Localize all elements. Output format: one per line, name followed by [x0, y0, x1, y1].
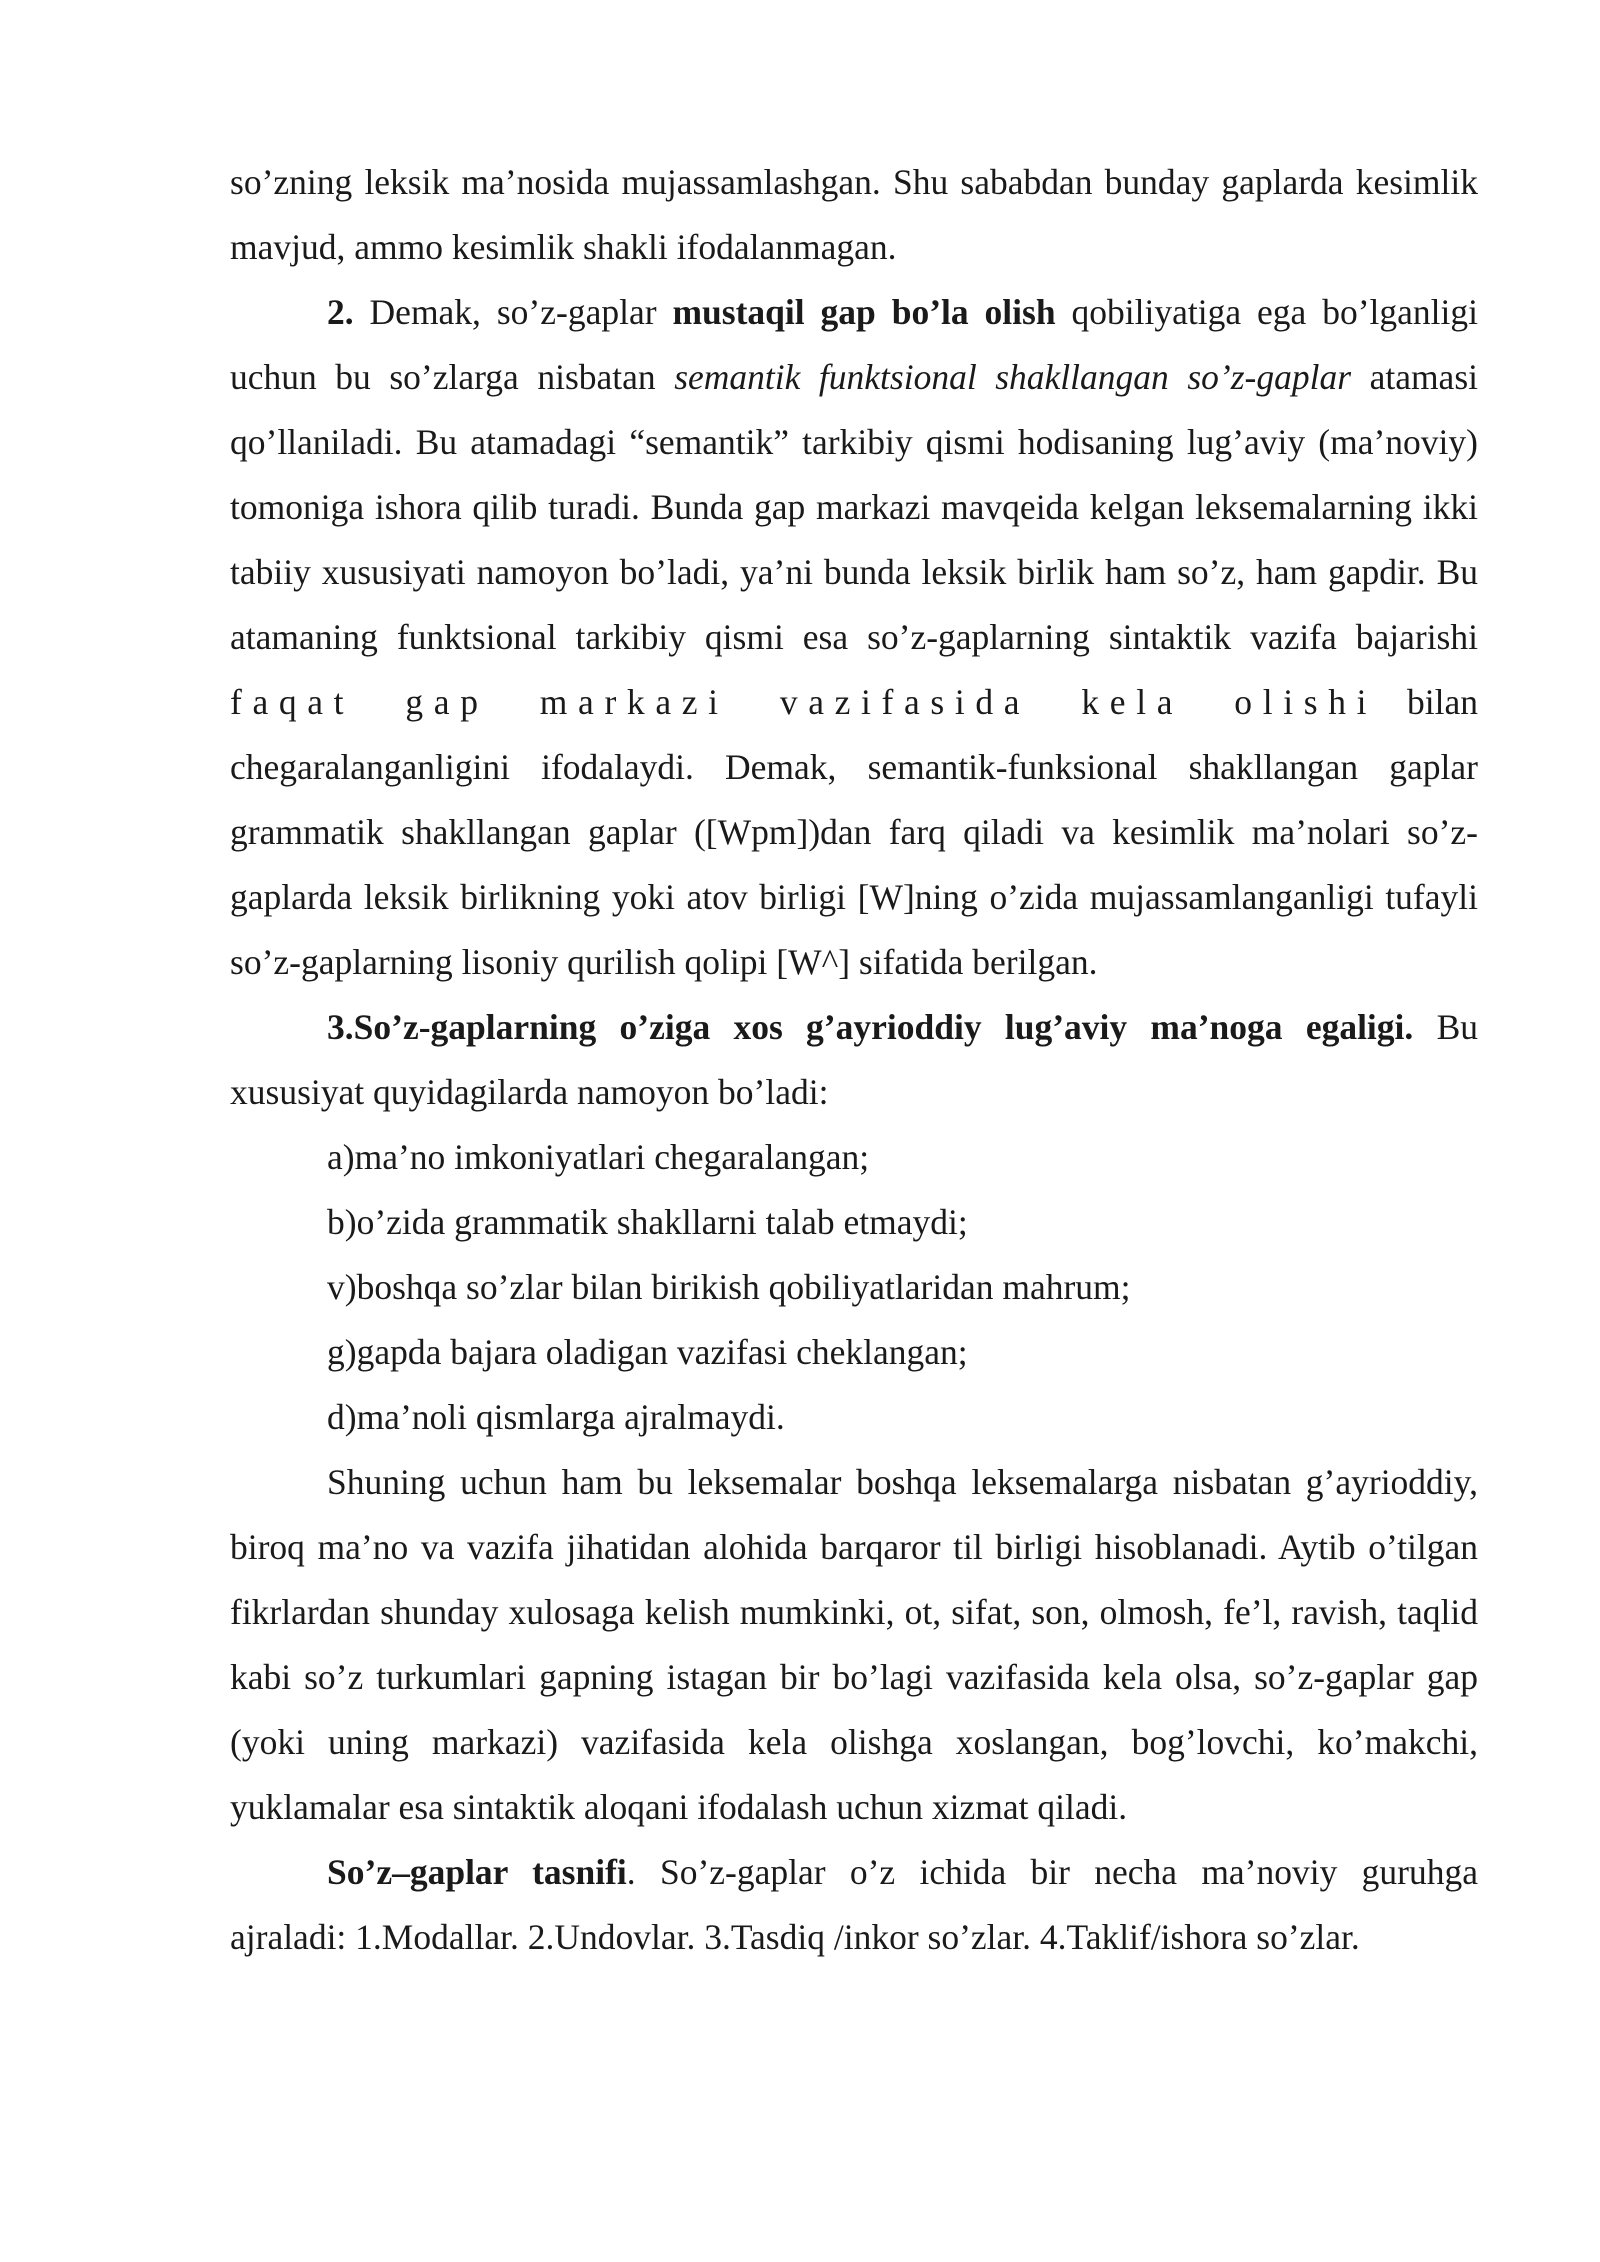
paragraph-2-spaced-phrase: faqat gap markazi vazifasida kela olish — [230, 682, 1357, 722]
paragraph-4-text: Shuning uchun ham bu leksemalar boshqa leksemalarga nisbatan g’ayrioddiy, biroq ma’no va vazifa jihatidan alohida barqaror til birligi hisoblanadi. Aytib o’tilgan fikrlardan shunday xulosaga kelish mumkinki, ot, sifat, son, olmosh, fe’l, ravish, taqlid kabi so’z turkumlari gapning istagan bir bo’lagi vazifasida kela olsa, so’z-gaplar gap (yoki uning markazi) vazifasida kela olishga xoslangan, bog’lovchi, ko’makchi, yuklamalar esa sintaktik aloqani ifodalash uchun xizmat qiladi. — [230, 1462, 1478, 1827]
paragraph-2-bold-term: mustaqil gap bo’la olish — [672, 292, 1056, 332]
paragraph-3-heading: 3.So’z-gaplarning o’ziga xos g’ayrioddiy lug’aviy ma’noga egaligi. — [327, 1007, 1414, 1047]
list-item: b)o’zida grammatik shakllarni talab etmaydi; — [327, 1202, 968, 1242]
list-item: g)gapda bajara oladigan vazifasi cheklangan; — [327, 1332, 968, 1372]
paragraph-2-text-b: qobiliyatiga ega bo’lganligi uchun bu so’zlarga nisbatan — [230, 292, 1478, 397]
paragraph-2-number: 2. — [327, 292, 354, 332]
paragraph-4 — [230, 1450, 1478, 1840]
paragraph-3 — [230, 995, 1478, 1125]
list-item: a)ma’no imkoniyatlari chegaralangan; — [327, 1137, 870, 1177]
list-item: v)boshqa so’zlar bilan birikish qobiliyatlaridan mahrum; — [327, 1267, 1131, 1307]
paragraph-2-text-c: atamasi qo’llaniladi. Bu atamadagi “semantik” tarkibiy qismi hodisaning lug’aviy (ma’noviy) tomoniga ishora qilib turadi. Bunda gap markazi mavqeida kelgan leksemalarning ikki tabiiy xususiyati namoyon bo’ladi, ya’ni bunda leksik birlik ham so’z, ham gapdir. Bu atamaning funktsional tarkibiy qismi esa so’z-gaplarning sintaktik vazifa bajarishi — [230, 357, 1478, 657]
list-item: d)ma’noli qismlarga ajralmaydi. — [327, 1397, 785, 1437]
paragraph-3-text: Bu xususiyat quyidagilarda namoyon bo’ladi: — [230, 1007, 1478, 1112]
paragraph-1-text: so’zning leksik ma’nosida mujassamlashgan. Shu sababdan bunday gaplarda kesimlik mavjud, ammo kesimlik shakli ifodalanmagan. — [230, 162, 1478, 267]
paragraph-2-italic-term: semantik funktsional shakllangan so’z-gaplar — [674, 357, 1352, 397]
paragraph-5 — [230, 1840, 1478, 1970]
paragraph-5-heading: So’z–gaplar tasnifi — [327, 1852, 627, 1892]
paragraph-1 — [230, 150, 1478, 280]
paragraph-2 — [230, 280, 1478, 995]
paragraph-2-text-d: i bilan chegaralanganligini ifodalaydi. Demak, semantik-funksional shakllangan gaplar grammatik shakllangan gaplar ([Wpm])dan farq qiladi va kesimlik ma’nolari so’z-gaplarda leksik birlikning yoki atov birligi [W]ning o’zida mujassamlanganligi tufayli so’z-gaplarning lisoniy qurilish qolipi [W^] sifatida berilgan. — [230, 682, 1478, 982]
property-list — [230, 1125, 1478, 1450]
paragraph-2-text-a: Demak, so’z-gaplar — [353, 292, 673, 332]
paragraph-5-text: . So’z-gaplar o’z ichida bir necha ma’noviy guruhga ajraladi: 1.Modallar. 2.Undovlar. 3.Tasdiq /inkor so’zlar. 4.Taklif/ishora so’zlar. — [230, 1852, 1478, 1957]
